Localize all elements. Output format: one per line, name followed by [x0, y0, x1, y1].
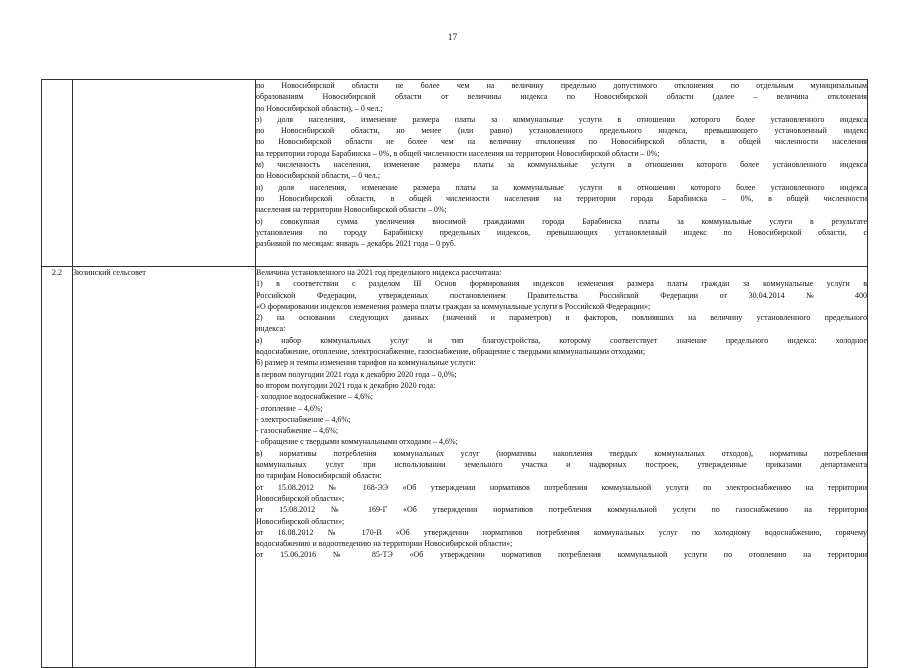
municipality-name-cell	[73, 80, 256, 267]
description-cell	[256, 267, 868, 668]
text-line: коммунальных услуг при использовании земельного участка и надворных построек, утвержденные приказами департамента	[256, 460, 867, 470]
text-line: населения на территории Новосибирской области – 0%;	[256, 205, 447, 215]
text-line: по Новосибирской области не более чем на величину отклонения по Новосибирской области, в общей численности населения	[256, 137, 867, 147]
text-line: от 15.08.2012 № 169-Г «Об утверждении нормативов потребления коммунальной услуги по газоснабжению на территории	[256, 505, 867, 515]
row-number-cell: 2.2	[42, 267, 73, 668]
text-line: в) нормативы потребления коммунальных услуг (нормативы накопления твердых коммунальных отходов), нормативы потребления	[256, 448, 867, 458]
text-line: Новосибирской области»;	[256, 493, 345, 503]
page-number: 17	[447, 33, 458, 43]
table-row	[42, 267, 868, 668]
text-line: от 16.08.2012 № 170-В «Об утверждении нормативов потребления коммунальных услуг по холодному водоснабжению, горячему	[256, 527, 867, 537]
text-line: Российской Федерации, утвержденных постановлением Правительства Российской Федерации от 30.04.2014 № 400	[256, 290, 867, 300]
text-line: по Новосибирской области, в общей численности населения на территории города Барабинска – 0%, в общей численности	[256, 193, 867, 203]
indices-table	[41, 79, 868, 668]
text-line: водоснабжению и водоотведению на территории Новосибирской области»;	[256, 539, 513, 549]
text-line: «О формировании индексов изменения размера платы граждан за коммунальные услуги в Российской Федерации»;	[256, 301, 651, 311]
table-row	[42, 80, 868, 267]
text-line: установления по городу Барабинску предельных индексов, превышающих установленный индекс по Новосибирской области, с	[256, 227, 867, 237]
text-line: водоснабжение, отопление, электроснабжение, газоснабжение, обращение с твердыми коммунальными отходами;	[256, 347, 646, 357]
text-line: а) набор коммунальных услуг и тип благоустройства, которому соответствует значение предельного индекса: холодное	[256, 335, 867, 345]
text-line: 1) в соответствии с разделом III Основ формирования индексов изменения размера платы граждан за коммунальные услуги в	[256, 279, 867, 289]
text-line: н) доля населения, изменение размера платы за коммунальные услуги в отношении которого более установленного индекса	[256, 182, 867, 192]
text-line: разбивкой по месяцам: январь – декабрь 2021 года – 0 руб.	[256, 239, 456, 249]
municipality-name-cell: Зюзинский сельсовет	[73, 267, 256, 668]
text-line: б) размер и темпы изменения тарифов на коммунальные услуги:	[256, 358, 476, 368]
text-line: по Новосибирской области не более чем на величину предельно допустимого отклонения по отдельным муниципальным	[256, 81, 867, 90]
text-line: о) совокупная сумма увеличения вносимой гражданами города Барабинска платы за коммунальные услуги в результате	[256, 216, 867, 226]
text-line: з) доля населения, изменение размера платы за коммунальные услуги в отношении которого более установленного индекса	[256, 114, 867, 124]
text-line: - электроснабжение – 4,6%;	[256, 414, 351, 424]
text-line: Величина установленного на 2021 год предельного индекса рассчитана:	[256, 268, 502, 277]
text-line: от 15.08.2012 № 168-ЭЭ «Об утверждении нормативов потребления коммунальной услуги по электроснабжению на территории	[256, 482, 867, 492]
text-line: по тарифам Новосибирской области:	[256, 471, 382, 481]
text-line: на территории города Барабинска – 0%, в общей численности населения на территории Новосибирской области – 0%;	[256, 148, 660, 158]
text-line: Новосибирской области»;	[256, 516, 345, 526]
text-line: образованиям Новосибирской области от величины индекса по Новосибирской области (далее – величина отклонения	[256, 92, 867, 102]
text-line: 2) на основании следующих данных (значений и параметров) и факторов, повлиявших на величину установленного предельного	[256, 313, 867, 323]
text-line: по Новосибирской области, – 0 чел.;	[256, 171, 381, 181]
text-line: по Новосибирской области), – 0 чел.;	[256, 103, 383, 113]
text-line: м) численность населения, изменение размера платы за коммунальные услуги в отношении которого более установленного индекса	[256, 160, 867, 170]
text-line: от 15.06.2016 № 85-ТЭ «Об утверждении нормативов потребления коммунальной услуги по отоплению на территории	[256, 550, 867, 560]
text-line: в первом полугодии 2021 года к декабрю 2020 года – 0,0%;	[256, 369, 457, 379]
text-line: индекса:	[256, 324, 286, 334]
text-line: по Новосибирской области, но менее (или равно) установленного предельного индекса, превышающего установленный индекс	[256, 126, 867, 136]
text-line: - газоснабжение – 4,6%;	[256, 426, 339, 436]
row-number-cell	[42, 80, 73, 267]
text-line: во втором полугодии 2021 года к декабрю 2020 года:	[256, 380, 436, 390]
description-cell	[256, 80, 868, 267]
text-line: - отопление – 4,6%;	[256, 403, 323, 413]
text-line: - холодное водоснабжение – 4,6%;	[256, 392, 374, 402]
text-line: - обращение с твердыми коммунальными отходами – 4,6%;	[256, 437, 458, 447]
